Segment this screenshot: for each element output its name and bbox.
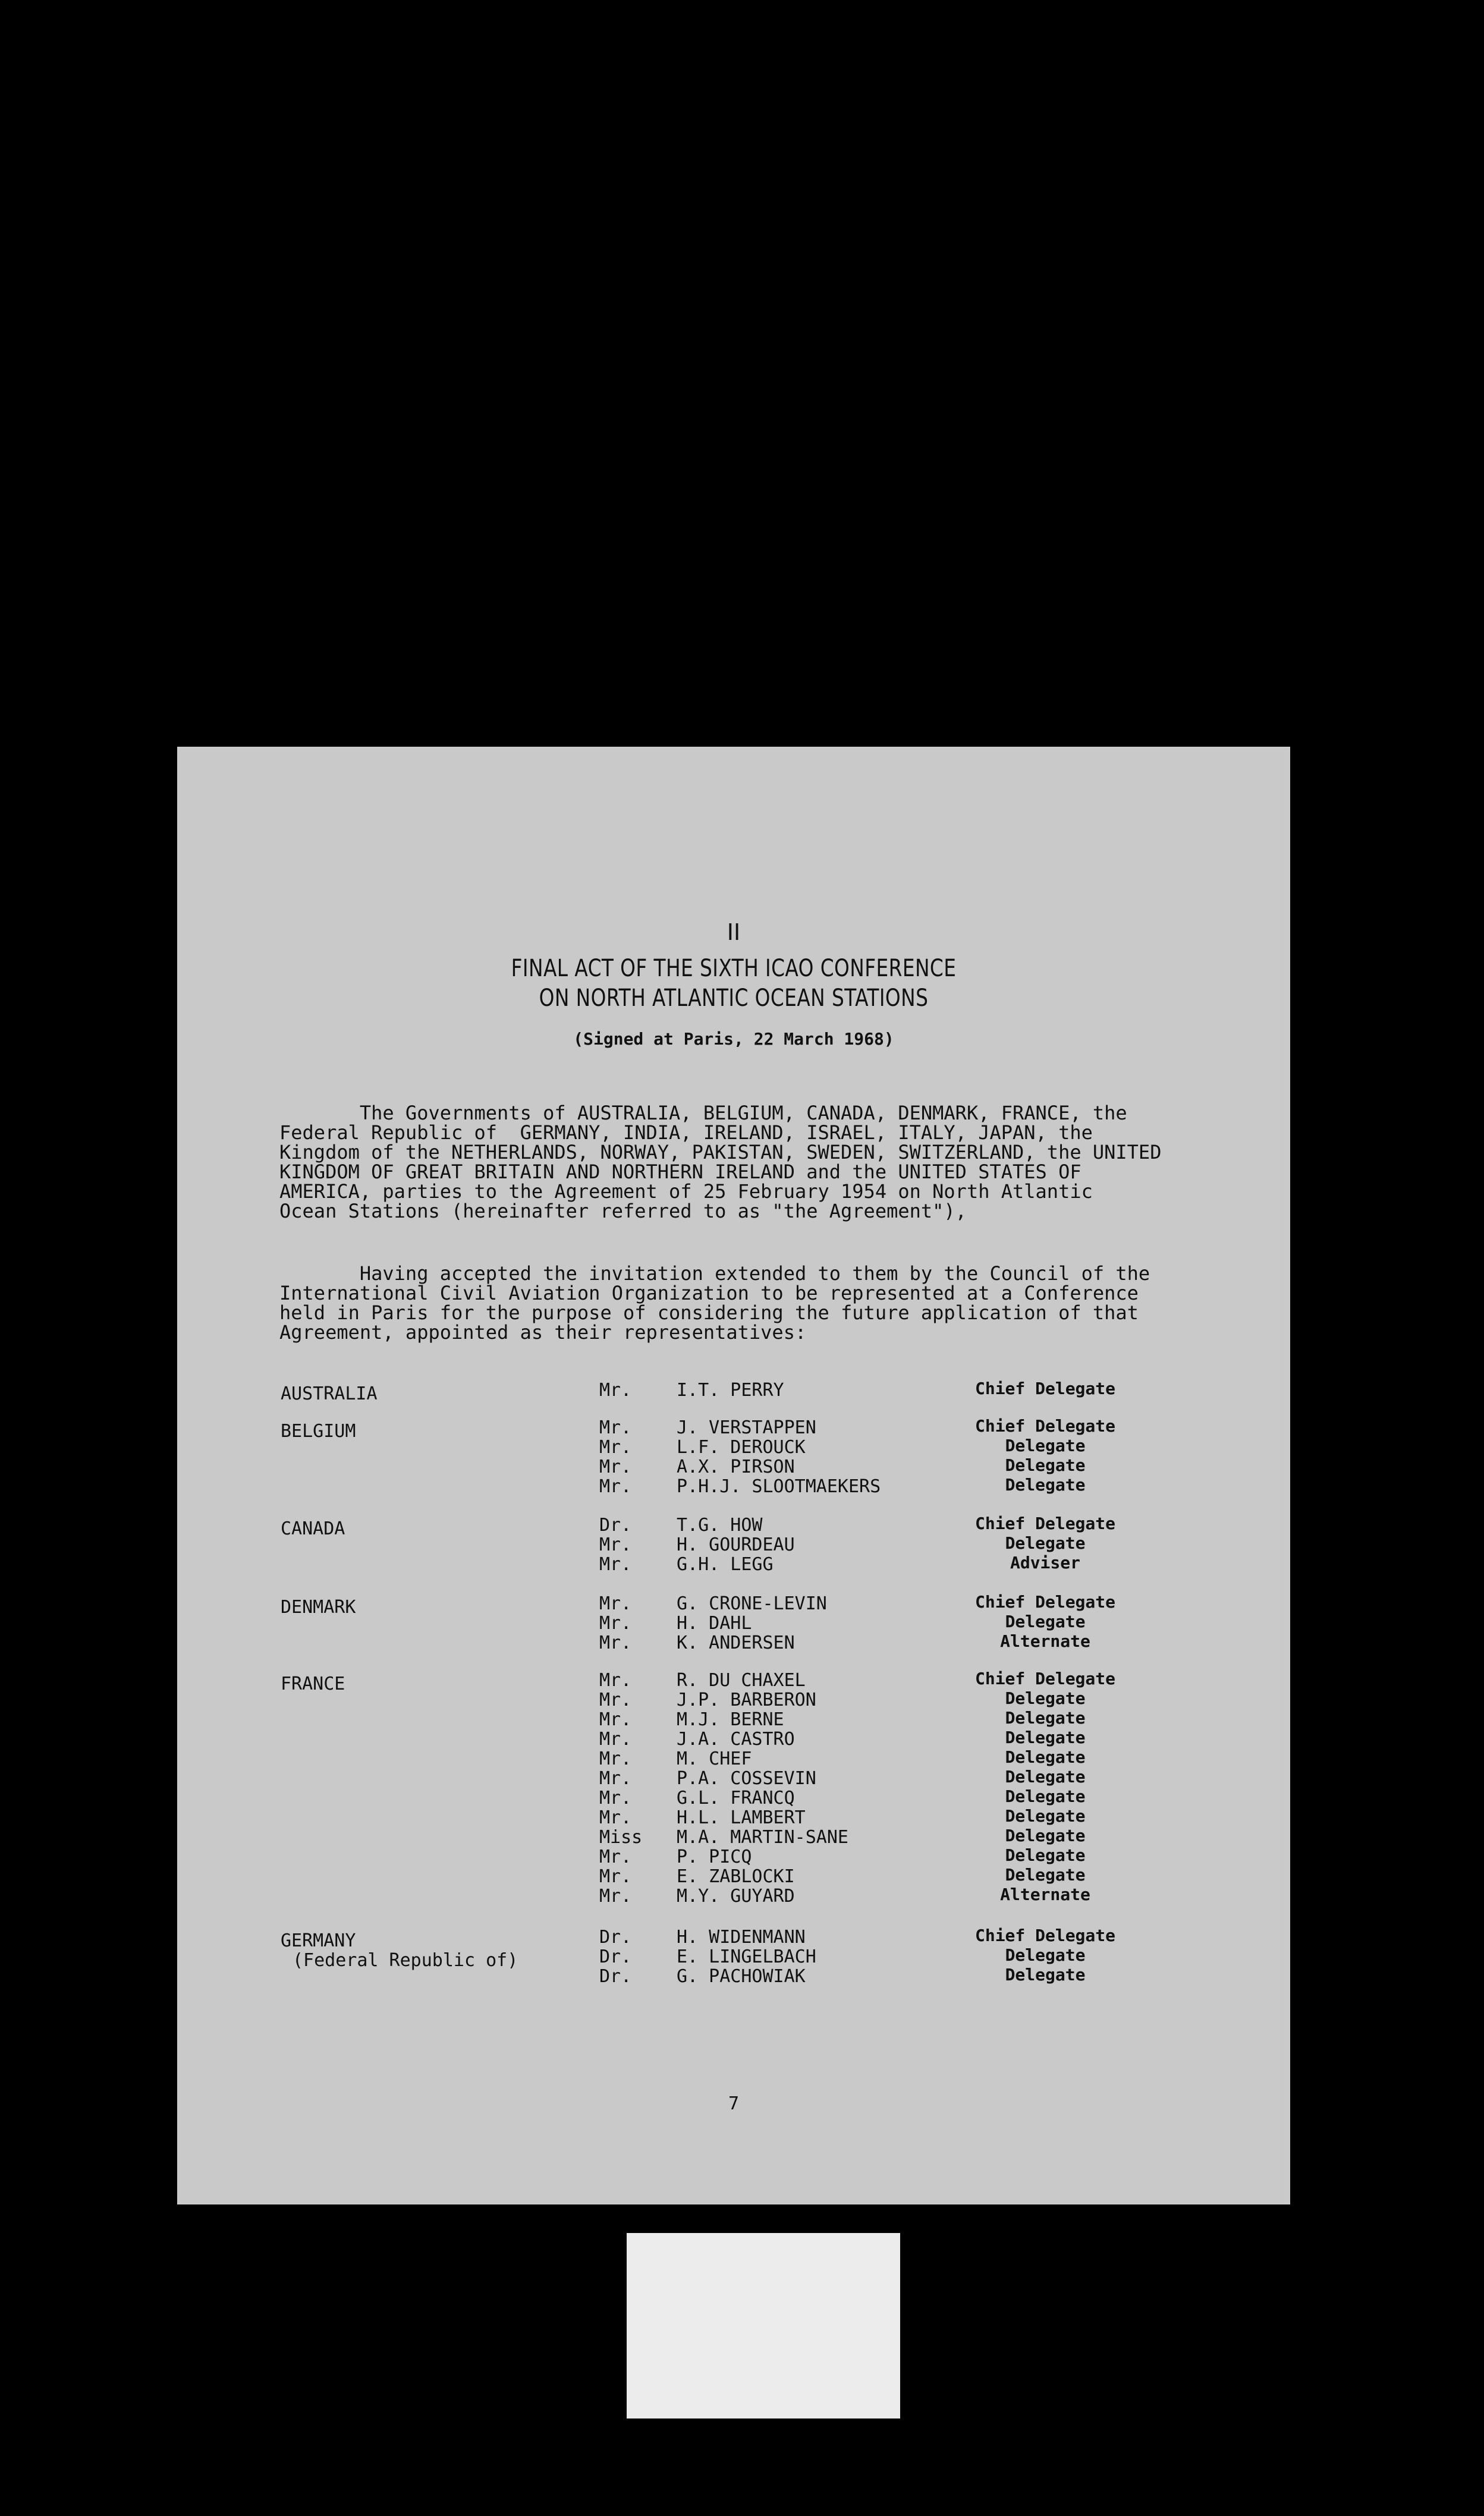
member-title: Mr. [599,1670,632,1691]
delegation-country: DENMARK [281,1597,356,1618]
member-title: Mr. [599,1633,632,1653]
member-title: Mr. [599,1788,632,1809]
member-role: Delegate [1005,1845,1086,1865]
member-name: R. DU CHAXEL [677,1670,806,1691]
member-role: Delegate [1005,1787,1086,1806]
preamble-paragraph: The Governments of AUSTRALIA, BELGIUM, CANADA, DENMARK, FRANCE, the Federal Republic of GERMANY, INDIA, IRELAND, ISRAEL, ITALY, JAPAN, the Kingdom of the NETHERLANDS, NORWAY, PAKISTAN, SWEDEN, SWITZERLAND, the UNITED KINGDOM OF GREAT BRITAIN AND NORTHERN IRELAND and the UNITED STATES OF AMERICA, parties to the Agreement of 25 February 1954 on North Atlantic Ocean Stations (hereinafter referred to as "the Agreement"), [279,1102,1162,1222]
member-role: Delegate [1005,1688,1086,1708]
member-title: Mr. [599,1554,632,1575]
member-title: Mr. [599,1690,632,1710]
member-title: Mr. [599,1886,632,1907]
member-title: Mr. [599,1729,632,1750]
member-title: Dr. [599,1927,632,1948]
member-title: Mr. [599,1847,632,1867]
member-title: Mr. [599,1476,632,1497]
document-title-line2: ON NORTH ATLANTIC OCEAN STATIONS [539,985,929,1012]
member-name: G. PACHOWIAK [677,1966,806,1987]
member-role: Delegate [1005,1533,1086,1553]
member-name: E. LINGELBACH [677,1946,816,1967]
delegation-country: GERMANY [281,1930,356,1951]
delegation-country: FRANCE [281,1674,345,1694]
delegation-country: CANADA [281,1518,345,1539]
member-role: Delegate [1005,1826,1086,1845]
member-role: Chief Delegate [974,1926,1115,1945]
member-role: Delegate [1005,1767,1086,1787]
member-role: Delegate [1005,1475,1086,1495]
member-role: Chief Delegate [974,1592,1115,1612]
member-title: Mr. [599,1380,632,1401]
member-role: Adviser [1010,1553,1080,1572]
member-name: K. ANDERSEN [677,1633,795,1653]
member-name: I.T. PERRY [677,1380,784,1401]
member-name: J.A. CASTRO [677,1729,795,1750]
member-title: Mr. [599,1613,632,1634]
member-role: Chief Delegate [974,1416,1115,1436]
delegation-country-detail: (Federal Republic of) [293,1950,518,1971]
member-role: Delegate [1005,1612,1086,1631]
member-name: H. DAHL [677,1613,752,1634]
member-name: P.A. COSSEVIN [677,1768,816,1789]
member-role: Delegate [1005,1747,1086,1767]
member-name: M.A. MARTIN-SANE [677,1827,848,1848]
invitation-paragraph: Having accepted the invitation extended to them by the Council of the International Civil Aviation Organization to be represented at a Conference held in Paris for the purpose of considering the future application of that Agreement, appointed as their representatives: [279,1262,1150,1344]
member-role: Delegate [1005,1708,1086,1728]
member-name: P.H.J. SLOOTMAEKERS [677,1476,881,1497]
member-name: M. CHEF [677,1748,752,1769]
member-title: Mr. [599,1417,632,1438]
document-page [177,747,1290,2204]
member-name: H. WIDENMANN [677,1927,806,1948]
page-number: 7 [728,2093,740,2114]
member-name: T.G. HOW [677,1515,763,1536]
delegation-country: AUSTRALIA [281,1383,378,1404]
member-name: A.X. PIRSON [677,1457,795,1477]
member-role: Alternate [1000,1631,1090,1651]
member-title: Mr. [599,1748,632,1769]
member-role: Delegate [1005,1455,1086,1475]
member-title: Mr. [599,1768,632,1789]
member-name: G.H. LEGG [677,1554,774,1575]
member-title: Mr. [599,1437,632,1458]
member-title: Mr. [599,1709,632,1730]
member-title: Mr. [599,1866,632,1887]
member-role: Delegate [1005,1865,1086,1885]
member-title: Miss [599,1827,643,1848]
member-role: Delegate [1005,1728,1086,1747]
member-title: Mr. [599,1593,632,1614]
member-name: J. VERSTAPPEN [677,1417,816,1438]
member-role: Chief Delegate [974,1379,1115,1398]
member-title: Mr. [599,1534,632,1555]
member-name: G.L. FRANCQ [677,1788,795,1809]
member-title: Mr. [599,1807,632,1828]
document-title-line1: FINAL ACT OF THE SIXTH ICAO CONFERENCE [511,955,957,982]
document-subtitle: (Signed at Paris, 22 March 1968) [573,1029,894,1049]
member-role: Alternate [1000,1885,1090,1904]
member-name: P. PICQ [677,1847,752,1867]
member-name: G. CRONE-LEVIN [677,1593,827,1614]
member-name: J.P. BARBERON [677,1690,816,1710]
member-title: Mr. [599,1457,632,1477]
member-role: Delegate [1005,1806,1086,1826]
member-role: Delegate [1005,1945,1086,1965]
member-name: M.Y. GUYARD [677,1886,795,1907]
member-title: Dr. [599,1966,632,1987]
section-numeral: II [727,919,741,945]
member-name: M.J. BERNE [677,1709,784,1730]
member-name: L.F. DEROUCK [677,1437,806,1458]
target-card [627,2233,900,2418]
member-name: H.L. LAMBERT [677,1807,806,1828]
member-role: Chief Delegate [974,1514,1115,1533]
member-role: Delegate [1005,1436,1086,1455]
member-name: H. GOURDEAU [677,1534,795,1555]
member-title: Dr. [599,1515,632,1536]
member-role: Chief Delegate [974,1669,1115,1688]
member-title: Dr. [599,1946,632,1967]
member-name: E. ZABLOCKI [677,1866,795,1887]
member-role: Delegate [1005,1965,1086,1985]
delegation-country: BELGIUM [281,1421,356,1442]
